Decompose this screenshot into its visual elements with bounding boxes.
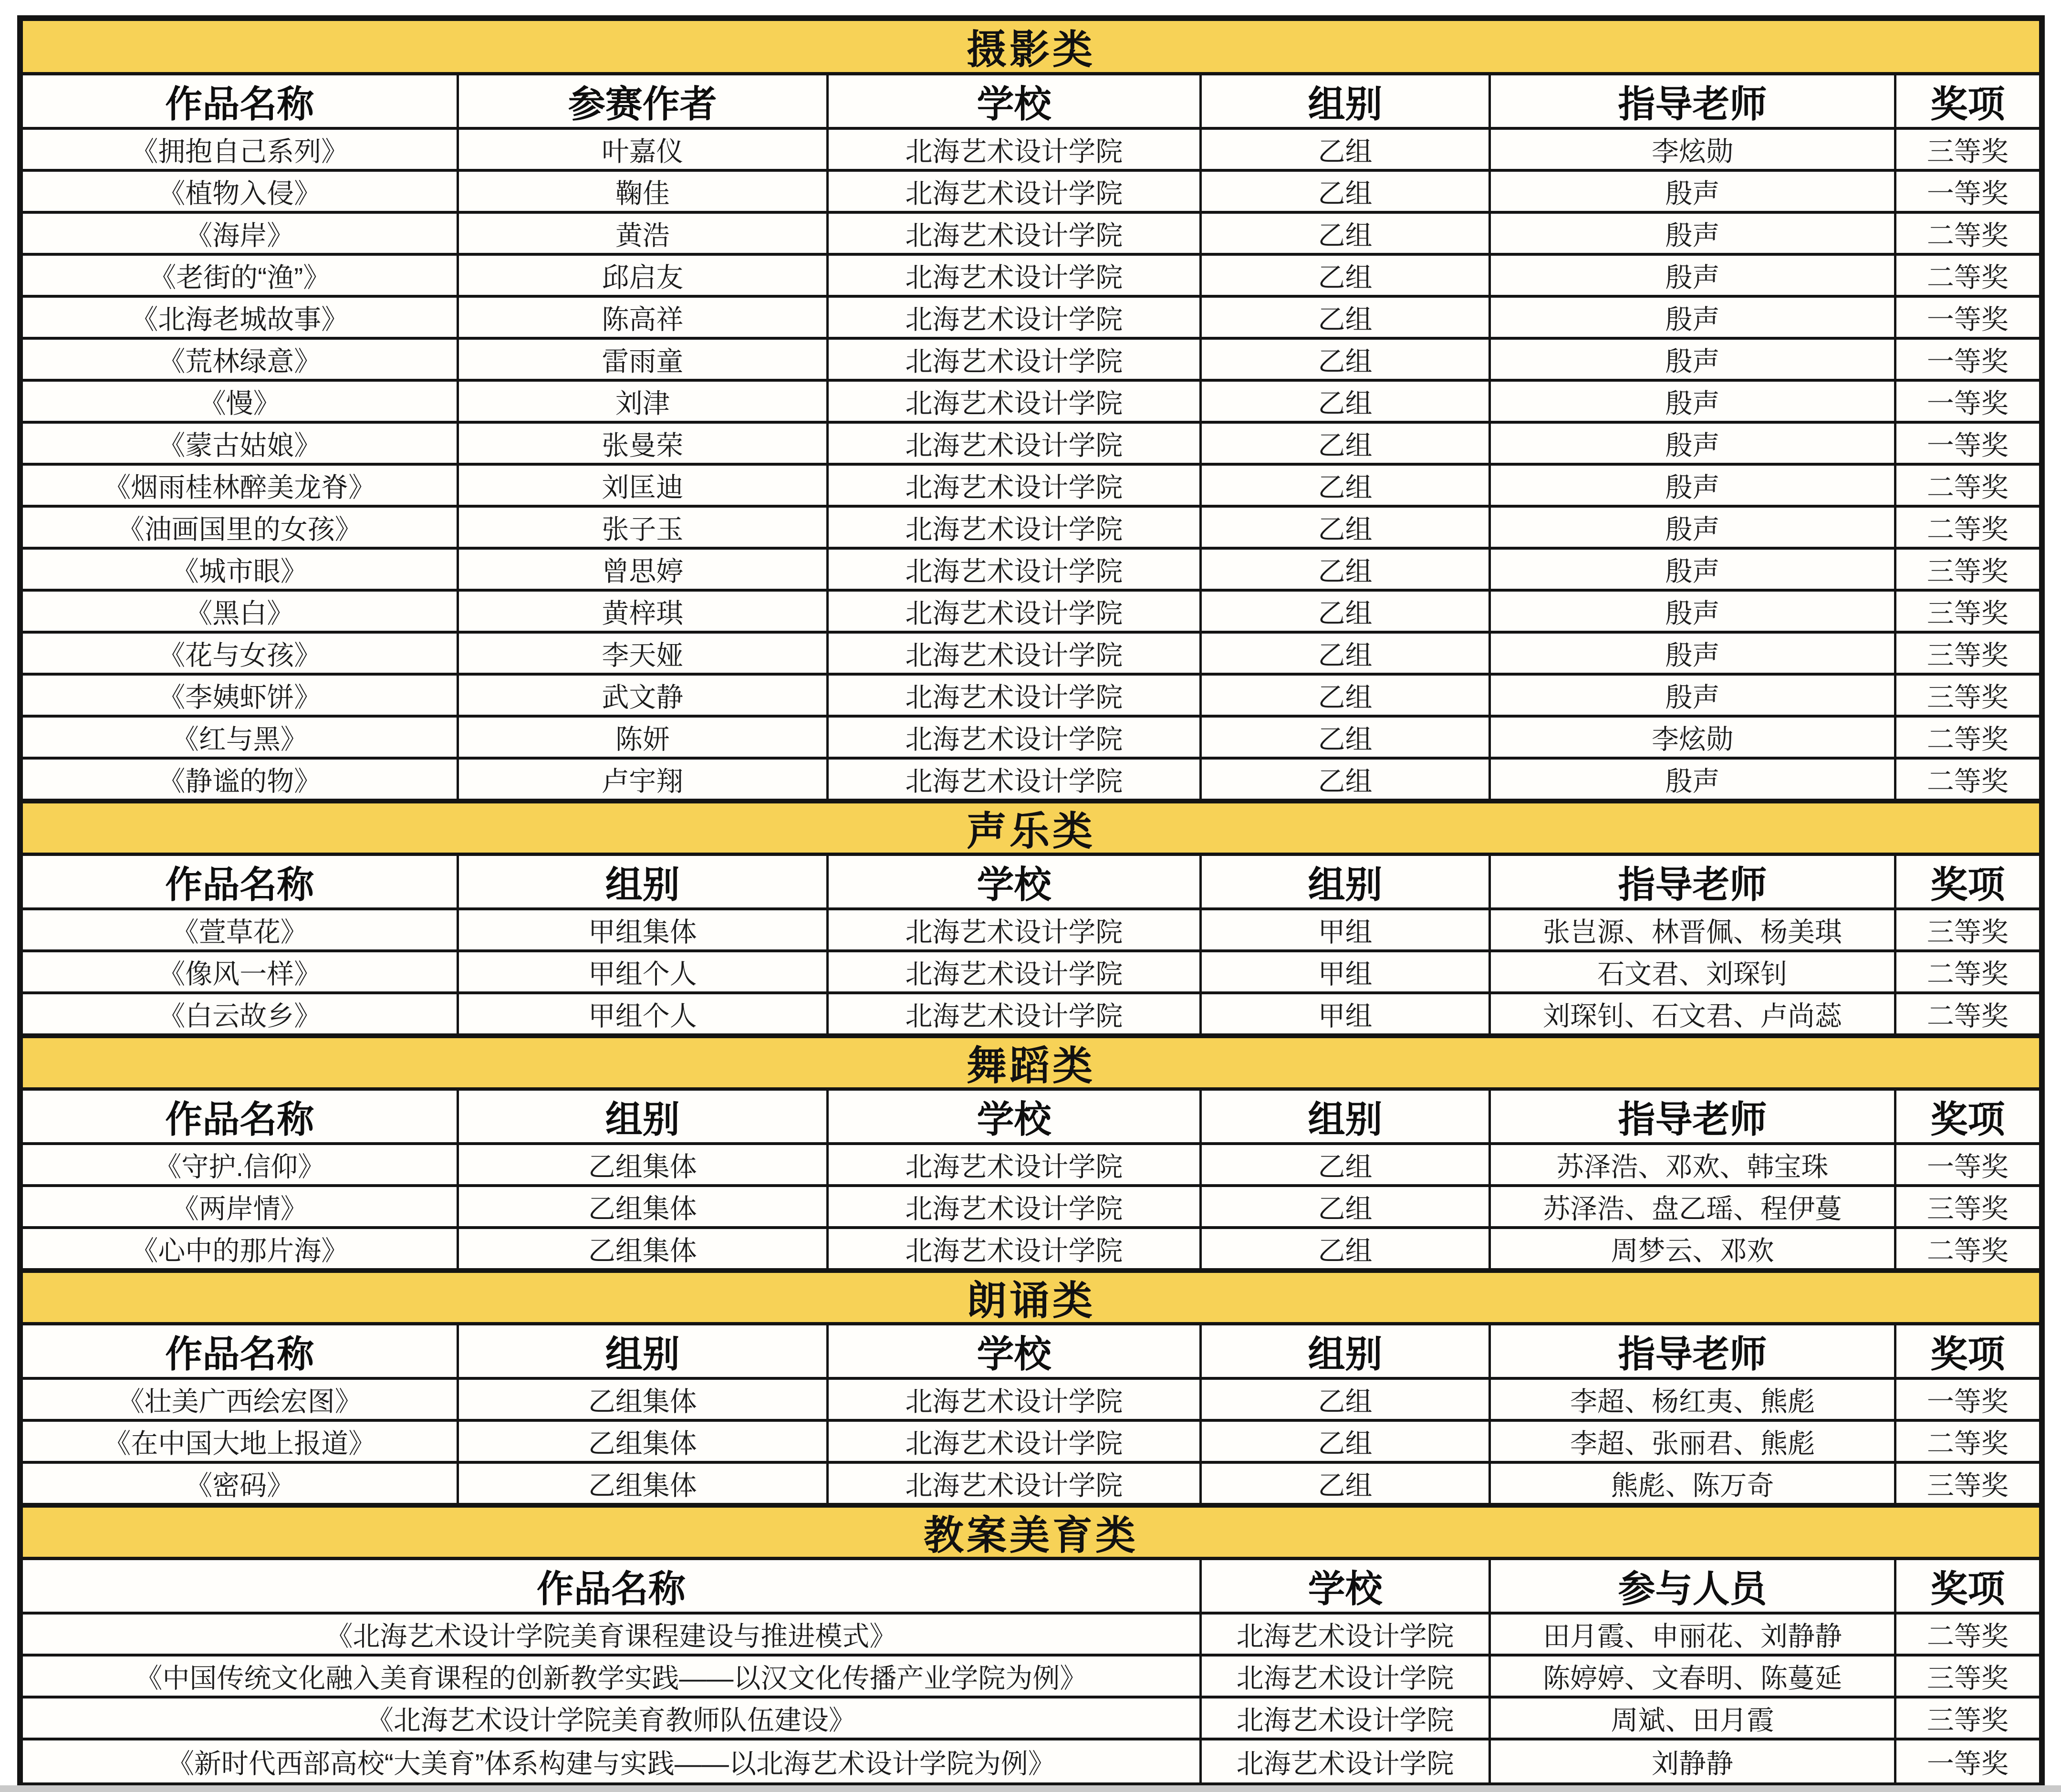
table-cell: 张岂源、林晋佩、杨美琪 (1488, 910, 1894, 949)
table-cell: 鞠佳 (457, 172, 826, 211)
table-cell: 《拥抱自己系列》 (131, 136, 349, 167)
column-header: 奖项 (1894, 1091, 2039, 1142)
table-cell: 《在中国大地上报道》 (104, 1428, 376, 1459)
table-cell: 北海艺术设计学院 (826, 1145, 1199, 1184)
table-cell: 北海艺术设计学院 (826, 466, 1199, 505)
table-cell: 田月霞、申丽花、刘静静 (1488, 1615, 1894, 1654)
table-cell: 雷雨童 (457, 340, 826, 379)
table-cell: 北海艺术设计学院 (826, 718, 1199, 757)
table-cell: 三等奖 (1894, 676, 2039, 715)
table-cell: 《守护.信仰》 (154, 1152, 325, 1182)
table-cell: 殷声 (1488, 382, 1894, 421)
column-header: 奖项 (1894, 75, 2039, 127)
table-cell: 《慢》 (198, 388, 281, 419)
table-cell: 《新时代西部高校“大美育”体系构建与实践——以北海艺术设计学院为例》 (167, 1749, 1055, 1779)
table-cell: 乙组 (1199, 1187, 1488, 1226)
table-cell: 北海艺术设计学院 (826, 760, 1199, 799)
table-row (23, 1615, 2039, 1657)
section-band-teaching-aesthetics: 教案美育类 (23, 1506, 2039, 1560)
table-cell: 二等奖 (1894, 1422, 2039, 1461)
table-cell: 乙组 (1199, 298, 1488, 337)
table-cell: 北海艺术设计学院 (826, 592, 1199, 631)
table-cell: 石文君、刘琛钊 (1488, 952, 1894, 991)
table-cell: 熊彪、陈万奇 (1488, 1464, 1894, 1503)
section-band-dance: 舞蹈类 (23, 1036, 2039, 1091)
table-cell: 《密码》 (185, 1470, 294, 1501)
table-cell: 乙组 (1199, 1380, 1488, 1419)
table-cell: 北海艺术设计学院 (1199, 1657, 1488, 1696)
table-cell: 殷声 (1488, 634, 1894, 673)
table-cell: 乙组 (1199, 424, 1488, 463)
table-cell: 殷声 (1488, 340, 1894, 379)
table-row (23, 634, 2039, 676)
table-row (23, 340, 2039, 382)
table-row (23, 910, 2039, 952)
table-cell: 乙组 (1199, 634, 1488, 673)
table-cell: 乙组 (1199, 1145, 1488, 1184)
column-header: 奖项 (1894, 856, 2039, 907)
column-header: 组别 (1199, 1325, 1488, 1377)
table-cell: 甲组 (1199, 994, 1488, 1033)
table-cell: 甲组 (1199, 952, 1488, 991)
table-cell: 张曼荣 (457, 424, 826, 463)
table-cell: 乙组 (1199, 1422, 1488, 1461)
table-cell: 《红与黑》 (171, 724, 308, 755)
table-cell: 殷声 (1488, 424, 1894, 463)
table-cell: 殷声 (1488, 172, 1894, 211)
screenshot-bottom-edge (0, 1785, 2061, 1792)
table-cell: 乙组集体 (457, 1187, 826, 1226)
table-cell: 二等奖 (1894, 994, 2039, 1033)
table-cell: 三等奖 (1894, 1464, 2039, 1503)
table-row (23, 1380, 2039, 1422)
table-cell: 邱启友 (457, 256, 826, 295)
table-row (23, 382, 2039, 424)
table-cell: 《黑白》 (185, 598, 294, 629)
table-cell: 周斌、田月霞 (1488, 1698, 1894, 1738)
table-cell: 曾思婷 (457, 550, 826, 589)
table-cell: 《蒙古姑娘》 (158, 430, 322, 461)
table-cell: 《像风一样》 (158, 959, 322, 990)
table-row (23, 1145, 2039, 1187)
column-header: 指导老师 (1488, 1091, 1894, 1142)
table-cell: 一等奖 (1894, 1380, 2039, 1419)
table-cell: 《两岸情》 (171, 1194, 308, 1224)
table-cell: 乙组 (1199, 592, 1488, 631)
table-row (23, 508, 2039, 550)
table-cell: 张子玉 (457, 508, 826, 547)
table-cell: 卢宇翔 (457, 760, 826, 799)
table-cell: 刘匡迪 (457, 466, 826, 505)
table-cell: 黄浩 (457, 214, 826, 253)
table-cell: 三等奖 (1894, 910, 2039, 949)
table-cell: 刘津 (457, 382, 826, 421)
table-cell: 乙组 (1199, 340, 1488, 379)
column-header: 参赛作者 (457, 75, 826, 127)
header-row (23, 75, 2039, 130)
table-cell: 北海艺术设计学院 (826, 994, 1199, 1033)
column-header: 指导老师 (1488, 856, 1894, 907)
table-cell: 殷声 (1488, 256, 1894, 295)
table-cell: 北海艺术设计学院 (826, 340, 1199, 379)
table-row (23, 1229, 2039, 1271)
column-header: 学校 (826, 1325, 1199, 1377)
column-header: 指导老师 (1488, 75, 1894, 127)
table-row (23, 994, 2039, 1036)
table-cell: 甲组 (1199, 910, 1488, 949)
table-row (23, 466, 2039, 508)
column-header: 作品名称 (165, 83, 314, 125)
table-cell: 殷声 (1488, 466, 1894, 505)
table-cell: 《萱草花》 (171, 917, 308, 948)
table-cell: 北海艺术设计学院 (826, 214, 1199, 253)
table-cell: 二等奖 (1894, 508, 2039, 547)
table-row (23, 1740, 2039, 1782)
table-cell: 三等奖 (1894, 592, 2039, 631)
table-cell: 北海艺术设计学院 (826, 1187, 1199, 1226)
table-cell: 一等奖 (1894, 1740, 2039, 1782)
table-cell: 叶嘉仪 (457, 130, 826, 169)
table-cell: 三等奖 (1894, 1657, 2039, 1696)
table-cell: 乙组 (1199, 382, 1488, 421)
column-header: 指导老师 (1488, 1325, 1894, 1377)
table-cell: 李炫勋 (1488, 130, 1894, 169)
table-cell: 三等奖 (1894, 130, 2039, 169)
column-header: 奖项 (1894, 1325, 2039, 1377)
table-cell: 殷声 (1488, 508, 1894, 547)
table-cell: 殷声 (1488, 676, 1894, 715)
table-cell: 《壮美广西绘宏图》 (117, 1386, 362, 1417)
table-cell: 乙组集体 (457, 1380, 826, 1419)
table-cell: 北海艺术设计学院 (826, 172, 1199, 211)
table-cell: 北海艺术设计学院 (1199, 1615, 1488, 1654)
table-cell: 一等奖 (1894, 340, 2039, 379)
header-row (23, 856, 2039, 910)
table-cell: 二等奖 (1894, 760, 2039, 799)
table-cell: 二等奖 (1894, 1615, 2039, 1654)
table-cell: 北海艺术设计学院 (826, 1464, 1199, 1503)
column-header: 组别 (1199, 1091, 1488, 1142)
table-cell: 殷声 (1488, 298, 1894, 337)
column-header: 学校 (1199, 1560, 1488, 1612)
table-row (23, 1657, 2039, 1698)
table-row (23, 718, 2039, 760)
table-cell: 二等奖 (1894, 718, 2039, 757)
table-cell: 一等奖 (1894, 172, 2039, 211)
table-cell: 乙组 (1199, 466, 1488, 505)
column-header: 学校 (826, 856, 1199, 907)
table-cell: 北海艺术设计学院 (826, 676, 1199, 715)
table-cell: 三等奖 (1894, 634, 2039, 673)
table-cell: 二等奖 (1894, 1229, 2039, 1268)
table-cell: 周梦云、邓欢 (1488, 1229, 1894, 1268)
column-header: 组别 (457, 1325, 826, 1377)
column-header: 作品名称 (165, 864, 314, 906)
table-cell: 乙组 (1199, 508, 1488, 547)
table-row (23, 592, 2039, 634)
header-row (23, 1560, 2039, 1615)
table-row (23, 1422, 2039, 1464)
table-cell: 乙组 (1199, 676, 1488, 715)
column-header: 组别 (457, 1091, 826, 1142)
table-cell: 乙组集体 (457, 1229, 826, 1268)
table-cell: 《心中的那片海》 (131, 1236, 349, 1266)
table-cell: 《荒林绿意》 (158, 346, 322, 377)
table-cell: 苏泽浩、盘乙瑶、程伊蔓 (1488, 1187, 1894, 1226)
table-cell: 苏泽浩、邓欢、韩宝珠 (1488, 1145, 1894, 1184)
table-cell: 《植物入侵》 (158, 178, 322, 209)
table-cell: 陈妍 (457, 718, 826, 757)
table-cell: 乙组集体 (457, 1464, 826, 1503)
column-header: 作品名称 (165, 1333, 314, 1375)
awards-table (17, 15, 2045, 1788)
column-header: 作品名称 (165, 1098, 314, 1140)
table-cell: 《李姨虾饼》 (158, 682, 322, 713)
table-cell: 二等奖 (1894, 952, 2039, 991)
table-cell: 北海艺术设计学院 (826, 508, 1199, 547)
table-cell: 殷声 (1488, 760, 1894, 799)
table-cell: 乙组 (1199, 1464, 1488, 1503)
table-cell: 《北海老城故事》 (131, 304, 349, 335)
table-cell: 乙组 (1199, 172, 1488, 211)
table-cell: 甲组个人 (457, 994, 826, 1033)
table-cell: 黄梓琪 (457, 592, 826, 631)
table-cell: 《静谧的物》 (158, 766, 322, 797)
column-header: 组别 (1199, 856, 1488, 907)
table-cell: 北海艺术设计学院 (1199, 1740, 1488, 1782)
table-cell: 一等奖 (1894, 298, 2039, 337)
table-cell: 陈高祥 (457, 298, 826, 337)
table-row (23, 760, 2039, 802)
table-cell: 北海艺术设计学院 (826, 634, 1199, 673)
header-row (23, 1325, 2039, 1380)
table-cell: 北海艺术设计学院 (826, 910, 1199, 949)
table-cell: 乙组集体 (457, 1145, 826, 1184)
table-row (23, 1464, 2039, 1506)
table-cell: 李超、杨红夷、熊彪 (1488, 1380, 1894, 1419)
table-row (23, 298, 2039, 340)
table-cell: 乙组 (1199, 256, 1488, 295)
table-cell: 《北海艺术设计学院美育课程建设与推进模式》 (325, 1621, 897, 1652)
table-cell: 乙组 (1199, 760, 1488, 799)
table-row (23, 130, 2039, 172)
table-cell: 北海艺术设计学院 (826, 1229, 1199, 1268)
table-cell: 北海艺术设计学院 (826, 550, 1199, 589)
table-cell: 《油画国里的女孩》 (117, 514, 362, 545)
column-header: 组别 (1199, 75, 1488, 127)
table-cell: 甲组个人 (457, 952, 826, 991)
table-row (23, 952, 2039, 994)
column-header: 作品名称 (536, 1568, 686, 1610)
table-cell: 刘琛钊、石文君、卢尚蕊 (1488, 994, 1894, 1033)
table-cell: 李天娅 (457, 634, 826, 673)
table-cell: 李超、张丽君、熊彪 (1488, 1422, 1894, 1461)
table-cell: 殷声 (1488, 550, 1894, 589)
column-header: 组别 (457, 856, 826, 907)
table-row (23, 676, 2039, 718)
table-cell: 《白云故乡》 (158, 1001, 322, 1031)
table-cell: 二等奖 (1894, 256, 2039, 295)
table-cell: 北海艺术设计学院 (826, 1422, 1199, 1461)
table-row (23, 1187, 2039, 1229)
column-header: 参与人员 (1488, 1560, 1894, 1612)
table-cell: 三等奖 (1894, 1698, 2039, 1738)
table-cell: 北海艺术设计学院 (826, 298, 1199, 337)
table-cell: 一等奖 (1894, 1145, 2039, 1184)
table-cell: 乙组 (1199, 130, 1488, 169)
table-row (23, 214, 2039, 256)
table-cell: 北海艺术设计学院 (826, 424, 1199, 463)
table-cell: 二等奖 (1894, 466, 2039, 505)
table-cell: 武文静 (457, 676, 826, 715)
table-cell: 《老街的“渔”》 (149, 262, 331, 293)
table-cell: 北海艺术设计学院 (1199, 1698, 1488, 1738)
table-cell: 二等奖 (1894, 214, 2039, 253)
table-cell: 《北海艺术设计学院美育教师队伍建设》 (366, 1705, 856, 1736)
table-cell: 乙组 (1199, 1229, 1488, 1268)
table-row (23, 424, 2039, 466)
section-band-recitation: 朗诵类 (23, 1271, 2039, 1325)
table-cell: 陈婷婷、文春明、陈蔓延 (1488, 1657, 1894, 1696)
column-header: 学校 (826, 75, 1199, 127)
table-cell: 殷声 (1488, 214, 1894, 253)
table-cell: 北海艺术设计学院 (826, 130, 1199, 169)
table-cell: 李炫勋 (1488, 718, 1894, 757)
table-cell: 三等奖 (1894, 550, 2039, 589)
table-cell: 乙组 (1199, 550, 1488, 589)
table-cell: 《烟雨桂林醉美龙脊》 (104, 472, 376, 503)
table-cell: 殷声 (1488, 592, 1894, 631)
table-cell: 乙组 (1199, 718, 1488, 757)
table-cell: 北海艺术设计学院 (826, 382, 1199, 421)
header-row (23, 1091, 2039, 1145)
table-cell: 三等奖 (1894, 1187, 2039, 1226)
table-row (23, 256, 2039, 298)
table-cell: 乙组集体 (457, 1422, 826, 1461)
section-band-vocal: 声乐类 (23, 802, 2039, 856)
table-row (23, 1698, 2039, 1740)
table-cell: 一等奖 (1894, 382, 2039, 421)
column-header: 学校 (826, 1091, 1199, 1142)
table-cell: 北海艺术设计学院 (826, 1380, 1199, 1419)
table-cell: 《花与女孩》 (158, 640, 322, 671)
table-cell: 《中国传统文化融入美育课程的创新教学实践——以汉文化传播产业学院为例》 (135, 1663, 1087, 1694)
table-row (23, 172, 2039, 214)
table-cell: 一等奖 (1894, 424, 2039, 463)
table-cell: 北海艺术设计学院 (826, 952, 1199, 991)
table-cell: 甲组集体 (457, 910, 826, 949)
table-cell: 《海岸》 (185, 220, 294, 251)
section-band-photography: 摄影类 (23, 21, 2039, 75)
table-cell: 乙组 (1199, 214, 1488, 253)
table-cell: 北海艺术设计学院 (826, 256, 1199, 295)
column-header: 奖项 (1894, 1560, 2039, 1612)
table-cell: 《城市眼》 (171, 556, 308, 587)
table-cell: 刘静静 (1488, 1740, 1894, 1782)
table-row (23, 550, 2039, 592)
